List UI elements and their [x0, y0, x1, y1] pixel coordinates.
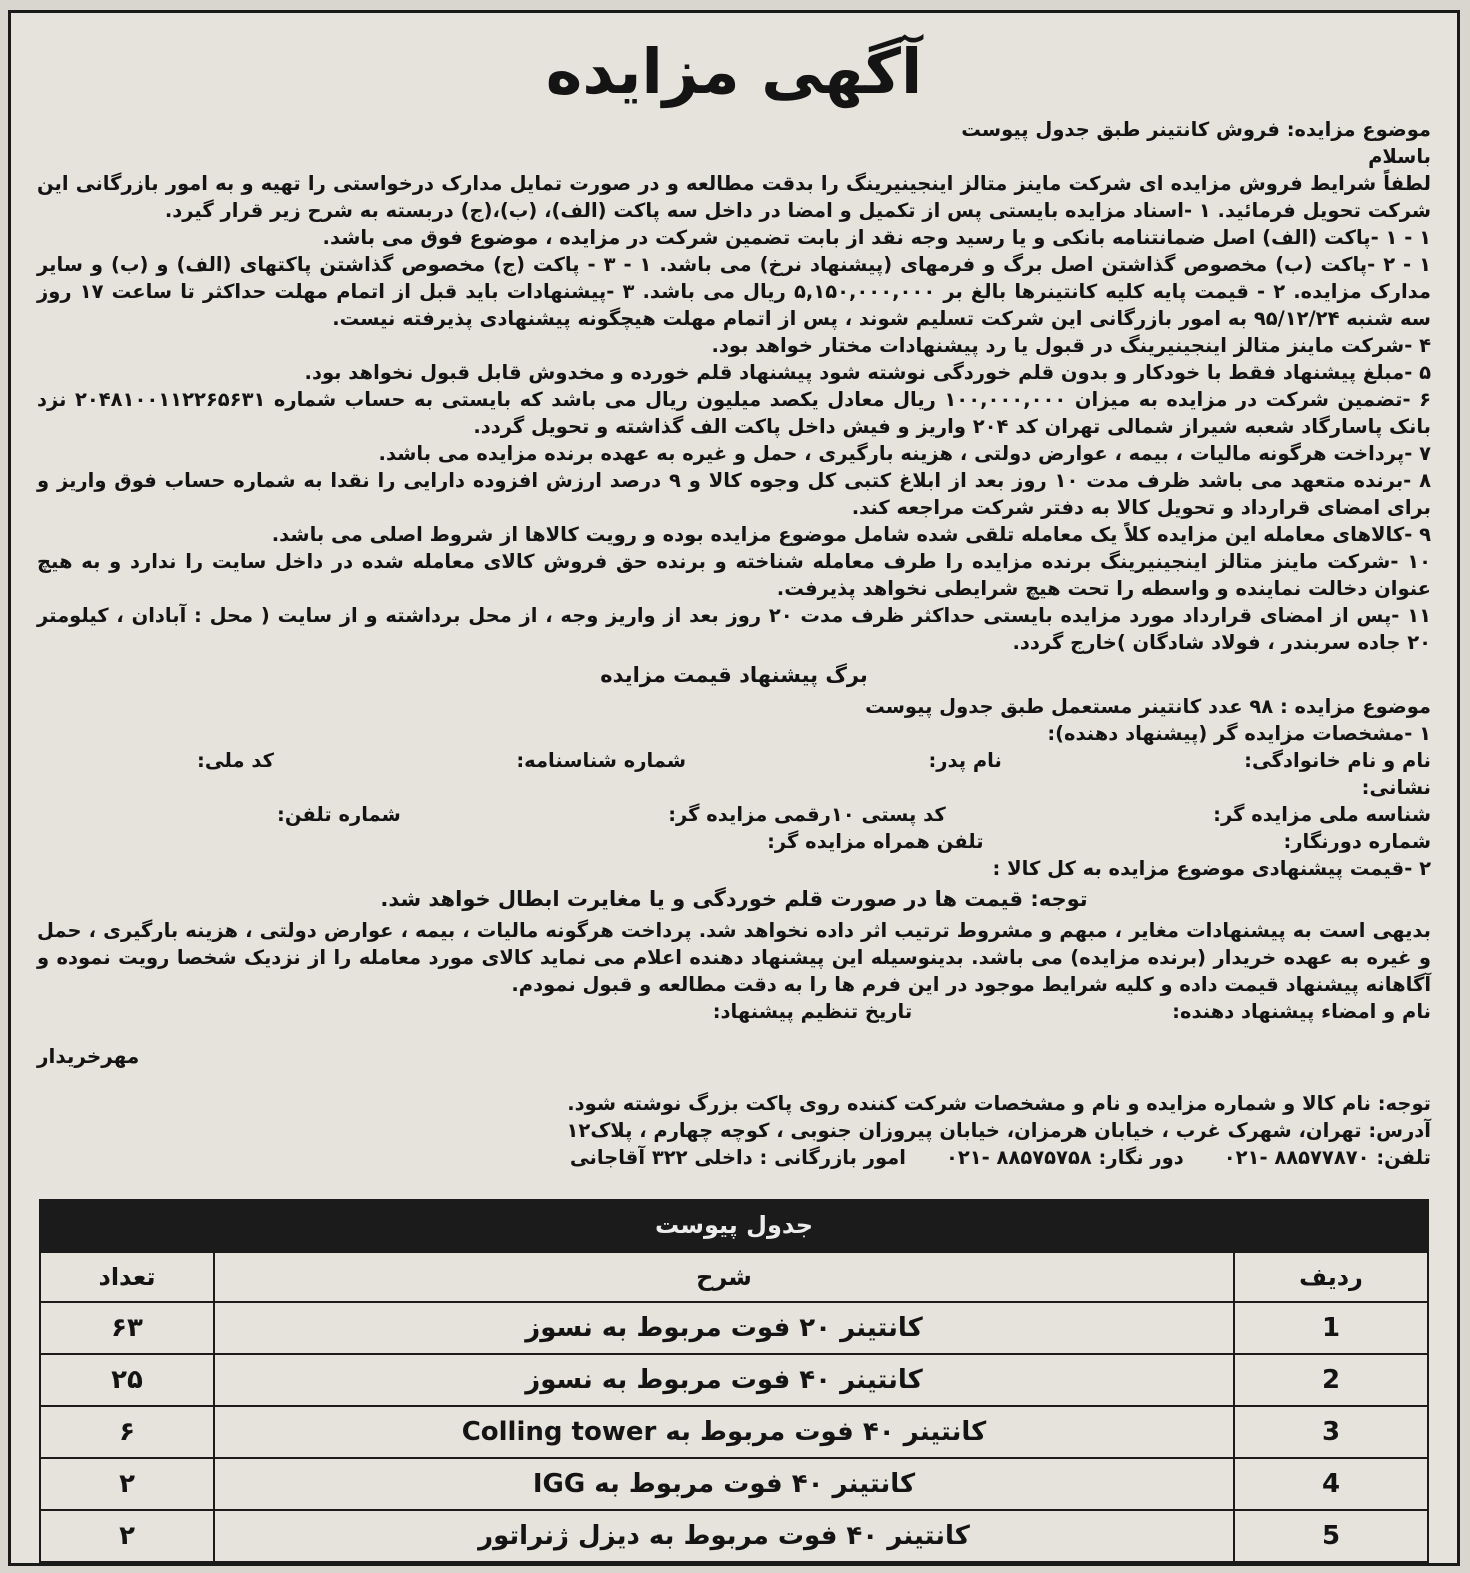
- table-row: [40, 1302, 1428, 1354]
- row-description: کانتینر ۴۰ فوت مربوط به دیزل ژنراتور: [214, 1510, 1234, 1562]
- company-phone: تلفن: ۸۸۵۷۷۸۷۰ -۰۲۱: [1223, 1146, 1431, 1169]
- row-quantity: ۶۳: [40, 1302, 214, 1354]
- table-row: [40, 1458, 1428, 1510]
- price-warning: توجه: قیمت ها در صورت قلم خوردگی و یا مغایرت ابطال خواهد شد.: [380, 887, 1088, 911]
- paragraph: ۸ -برنده متعهد می باشد ظرف مدت ۱۰ روز بعد از ابلاغ کتبی کل وجوه کالا و ۹ درصد ارزش افزوده دارایی را نقدا به شماره حساب فوق واریز و برای امضای قرارداد و تحویل کالا به دفتر شرکت مراجعه کند.: [37, 469, 1432, 519]
- form-heading: برگ پیشنهاد قیمت مزایده: [600, 663, 868, 687]
- auction-notice: [8, 10, 1460, 1566]
- row-number: 1: [1234, 1302, 1428, 1354]
- greeting: باسلام: [1368, 145, 1431, 168]
- row-quantity: ۲: [40, 1458, 214, 1510]
- company-fax: دور نگار: ۸۸۵۷۵۷۵۸ -۰۲۱: [945, 1146, 1184, 1169]
- company-address: آدرس: تهران، شهرک غرب ، خیابان هرمزان، خیابان پیروزان جنوبی ، کوچه چهارم ، پلاک۱۲: [566, 1119, 1431, 1142]
- table-title: جدول پیوست: [39, 1199, 1429, 1251]
- attachment-table: [39, 1199, 1429, 1555]
- father-field-label: نام پدر:: [928, 749, 1002, 772]
- row-quantity: ۶: [40, 1406, 214, 1458]
- row-number: 5: [1234, 1510, 1428, 1562]
- header-quantity: تعداد: [40, 1252, 214, 1302]
- fax-field-label: شماره دورنگار:: [1283, 830, 1431, 853]
- paragraph: ۱۱ -پس از امضای قرارداد مورد مزایده بایستی حداکثر ظرف مدت ۲۰ روز بعد از واریز وجه ، از محل برداشته و از سایت ( محل : آبادان ، کیلومتر ۲۰ جاده سربندر ، فولاد شادگان )خارج گردد.: [37, 604, 1431, 654]
- national-code-field-label: کد ملی:: [197, 749, 274, 772]
- paragraph: ۱ - ۲ -پاکت (ب) مخصوص گذاشتن اصل برگ و فرمهای (پیشنهاد نرخ) می باشد. ۱ - ۳ - پاکت (ج) مخصوص گذاشتن پاکتهای (الف) و (ب) و سایر مدارک مزایده. ۲ - قیمت پایه کلیه کانتینرها بالغ بر ۵,۱۵۰,۰۰۰,۰۰۰ ریال می باشد. ۳ -پیشنهادات باید قبل از اتمام مهلت حداکثر تا ساعت ۱۷ روز سه شنبه ۹۵/۱۲/۲۴ به امور بازرگانی این شرکت تسلیم شوند ، پس از اتمام مهلت هیچگونه پیشنهادی پذیرفته نیست.: [37, 253, 1432, 330]
- items-table: [39, 1251, 1429, 1563]
- declaration: بدیهی است به پیشنهادات مغایر ، مبهم و مشروط ترتیب اثر داده نخواهد شد. پرداخت هرگونه مالیات ، بیمه ، عوارض دولتی ، هزینه بارگیری ، حمل و غیره به عهده خریدار (برنده مزایده) می باشد. بدینوسیله این پیشنهاد دهنده اعلام می نماید کالای مورد معامله را از نزدیک شخصا رویت نموده و آگاهانه پیشنهاد قیمت داده و کلیه شرایط موجود در این فرم ها را به دقت مطالعه و قبول نمودم.: [37, 919, 1431, 996]
- postal-code-field-label: کد پستی ۱۰رقمی مزایده گر:: [668, 803, 946, 826]
- paragraph: ۹ -کالاهای معامله این مزایده کلاً یک معامله تلقی شده شامل موضوع مزایده بوده و رویت کالاها از شروط اصلی می باشد.: [271, 523, 1431, 546]
- signature-row: [37, 998, 1431, 1025]
- row-quantity: ۲: [40, 1510, 214, 1562]
- row-description: کانتینر ۴۰ فوت مربوط به Colling tower: [214, 1406, 1234, 1458]
- footer-note: توجه: نام کالا و شماره مزایده و نام و مشخصات شرکت کننده روی پاکت بزرگ نوشته شود.: [567, 1092, 1431, 1115]
- notice-body: [11, 116, 1457, 1171]
- national-id-field-label: شناسه ملی مزایده گر:: [1213, 803, 1431, 826]
- date-field-label: تاریخ تنظیم پیشنهاد:: [712, 1000, 913, 1023]
- row-quantity: ۲۵: [40, 1354, 214, 1406]
- page-title: آگهی مزایده: [545, 35, 923, 108]
- paragraph: لطفاً شرایط فروش مزایده ای شرکت ماینز متالز اینجینیرینگ را بدقت مطالعه و در صورت تمایل مدارک درخواستی را تهیه و به امور بازرگانی این شرکت تحویل فرمائید. ۱ -اسناد مزایده بایستی پس از تکمیل و امضا در داخل سه پاکت (الف)، (ب)،(ج) دربسته به شرح زیر قرار گیرد.: [37, 172, 1431, 222]
- row-description: کانتینر ۴۰ فوت مربوط به IGG: [214, 1458, 1234, 1510]
- phone-field-label: شماره تلفن:: [277, 803, 401, 826]
- paragraph: ۷ -پرداخت هرگونه مالیات ، بیمه ، عوارض دولتی ، هزینه بارگیری ، حمل و غیره به عهده برنده مزایده می باشد.: [378, 442, 1431, 465]
- table-row: [40, 1406, 1428, 1458]
- table-header-row: [40, 1252, 1428, 1302]
- paragraph: ۴ -شرکت ماینز متالز اینجینیرینگ در قبول یا رد پیشنهادات مختار خواهد بود.: [711, 334, 1431, 357]
- paragraph: ۵ -مبلغ پیشنهاد فقط با خودکار و بدون قلم خوردگی نوشته شود پیشنهاد قلم خورده و مخدوش قابل قبول نخواهد بود.: [304, 361, 1431, 384]
- buyer-stamp-label: مهرخریدار: [37, 1044, 140, 1068]
- table-row: [40, 1510, 1428, 1562]
- subject-line: موضوع مزایده: فروش کانتینر طبق جدول پیوست: [961, 118, 1431, 141]
- row-number: 2: [1234, 1354, 1428, 1406]
- paragraph: ۱۰ -شرکت ماینز متالز اینجینیرینگ برنده مزایده را طرف معامله شناخته و برنده حق فروش کالای معامله شده در داخل سایت را ندارد و به هیچ عنوان دخالت نماینده و واسطه را تحت هیچ شرایطی نخواهد پذیرفت.: [37, 550, 1431, 600]
- bidder-row-2: [37, 801, 1431, 828]
- bidder-heading: ۱ -مشخصات مزایده گر (پیشنهاد دهنده):: [1047, 722, 1431, 745]
- row-number: 3: [1234, 1406, 1428, 1458]
- signature-field-label: نام و امضاء پیشنهاد دهنده:: [1172, 1000, 1431, 1023]
- form-subject: موضوع مزایده : ۹۸ عدد کانتینر مستعمل طبق جدول پیوست: [865, 695, 1431, 718]
- contact-row: [37, 1144, 1431, 1171]
- header-description: شرح: [214, 1252, 1234, 1302]
- paragraph: ۶ -تضمین شرکت در مزایده به میزان ۱۰۰,۰۰۰,۰۰۰ ریال معادل یکصد میلیون ریال می باشد که بایستی به حساب شماره ۲۰۴۸۱۰۰۱۱۲۲۶۵۶۳۱ نزد بانک پاسارگاد شعبه شیراز شمالی تهران کد ۲۰۴ واریز و فیش داخل پاکت الف گذاشته و تحویل گردد.: [37, 388, 1431, 438]
- mobile-field-label: تلفن همراه مزایده گر:: [767, 830, 984, 853]
- row-description: کانتینر ۲۰ فوت مربوط به نسوز: [214, 1302, 1234, 1354]
- address-field-label: نشانی:: [1361, 776, 1431, 799]
- bidder-row-1: [37, 747, 1431, 774]
- row-number: 4: [1234, 1458, 1428, 1510]
- table-row: [40, 1354, 1428, 1406]
- bidder-row-3: [37, 828, 1431, 855]
- id-number-field-label: شماره شناسنامه:: [516, 749, 687, 772]
- name-field-label: نام و نام خانوادگی:: [1244, 749, 1431, 772]
- paragraph: ۱ - ۱ -پاکت (الف) اصل ضمانتنامه بانکی و یا رسید وجه نقد از بابت تضمین شرکت در مزایده ، موضوع فوق می باشد.: [322, 226, 1431, 249]
- row-description: کانتینر ۴۰ فوت مربوط به نسوز: [214, 1354, 1234, 1406]
- commerce-dept: امور بازرگانی : داخلی ۳۲۲ آقاجانی: [569, 1146, 906, 1169]
- header-row-no: ردیف: [1234, 1252, 1428, 1302]
- price-field-label: ۲ -قیمت پیشنهادی موضوع مزایده به کل کالا :: [992, 857, 1431, 880]
